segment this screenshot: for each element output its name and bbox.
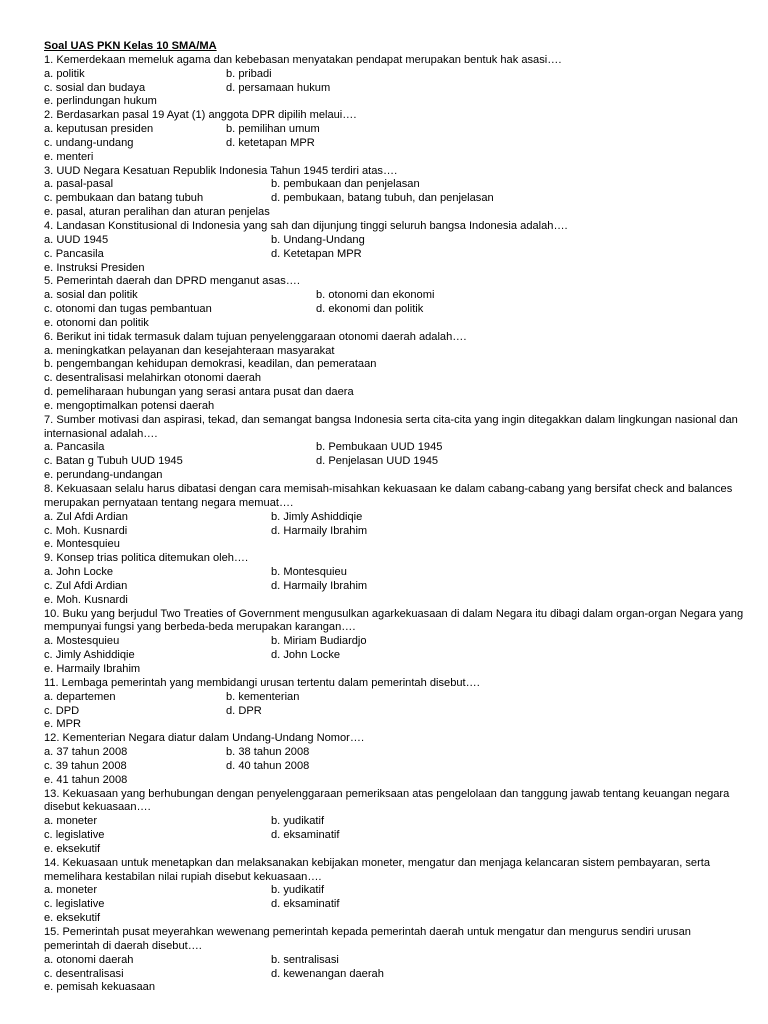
question-7-text: 7. Sumber motivasi dan aspirasi, tekad, dan semangat bangsa Indonesia serta cita-cita yang ingin ditegakkan dalam lingkungan nasional dan internasional adalah….	[44, 413, 738, 440]
question-10-option-a: a. Mostesquieu	[44, 635, 120, 648]
question-3-option-d: d. pembukaan, batang tubuh, dan penjelasan	[271, 192, 494, 205]
question-15-option-d: d. kewenangan daerah	[271, 967, 384, 980]
question-5-option-a: a. sosial dan politik	[44, 289, 138, 302]
question-2-option-a: a. keputusan presiden	[44, 123, 154, 136]
question-12-options-ab	[44, 746, 744, 760]
question-9-option-e: e. Moh. Kusnardi	[44, 593, 128, 606]
question-4-option-c: c. Pancasila	[44, 247, 104, 260]
question-11-options-cd	[44, 705, 744, 719]
question-5-option-e: e. otonomi dan politik	[44, 316, 149, 329]
question-13-option-c: c. legislative	[44, 829, 105, 842]
question-11-option-c: c. DPD	[44, 704, 80, 717]
question-13-option-b: b. yudikatif	[271, 815, 325, 828]
exam-document	[44, 40, 744, 995]
question-7-options-ab	[44, 441, 744, 455]
question-9-option-d: d. Harmaily Ibrahim	[271, 579, 368, 592]
question-4-option-b: b. Undang-Undang	[271, 233, 365, 246]
question-9-option-c: c. Zul Afdi Ardian	[44, 579, 128, 592]
question-1-option-d: d. persamaan hukum	[226, 81, 331, 94]
question-3-option-b: b. pembukaan dan penjelasan	[271, 178, 420, 191]
question-10-option-b: b. Miriam Budiardjo	[271, 635, 367, 648]
question-12-options-cd	[44, 760, 744, 774]
question-4-text: 4. Landasan Konstitusional di Indonesia yang sah dan dijunjung tinggi seluruh bangsa Indonesia adalah….	[44, 219, 568, 232]
question-3-options-ab	[44, 178, 744, 192]
question-11-option-d: d. DPR	[226, 704, 262, 717]
question-4-options-cd	[44, 248, 744, 262]
question-6-option-c: c. desentralisasi melahirkan otonomi daerah	[44, 372, 262, 385]
question-14-option-a: a. moneter	[44, 884, 98, 897]
question-12-text: 12. Kementerian Negara diatur dalam Undang-Undang Nomor….	[44, 732, 365, 745]
question-15-options-cd	[44, 968, 744, 982]
question-2-option-d: d. ketetapan MPR	[226, 136, 315, 149]
question-2-option-c: c. undang-undang	[44, 136, 134, 149]
question-7-option-c: c. Batan g Tubuh UUD 1945	[44, 455, 183, 468]
question-5-option-c: c. otonomi dan tugas pembantuan	[44, 303, 212, 316]
question-13-option-e: e. eksekutif	[44, 842, 101, 855]
question-13-text: 13. Kekuasaan yang berhubungan dengan penyelenggaraan pemeriksaan atas pengelolaan dan tanggung jawab tentang keuangan negara disebut kekuasaan….	[44, 787, 730, 814]
question-15-text: 15. Pemerintah pusat meyerahkan wewenang pemerintah kepada pemerintah daerah untuk mengatur dan mengurus sendiri urusan pemerintah di daerah disebut….	[44, 926, 691, 952]
question-1-options-ab	[44, 68, 744, 82]
question-3-options-cd	[44, 192, 744, 206]
question-10-options-ab	[44, 635, 744, 649]
question-5-options-ab	[44, 289, 744, 303]
question-8-option-b: b. Jimly Ashiddiqie	[271, 510, 363, 523]
question-8-option-a: a. Zul Afdi Ardian	[44, 510, 128, 523]
question-9-options-cd	[44, 580, 744, 594]
question-2-options-cd	[44, 137, 744, 151]
question-8-option-e: e. Montesquieu	[44, 538, 120, 551]
question-10-option-e: e. Harmaily Ibrahim	[44, 662, 141, 675]
question-15-option-a: a. otonomi daerah	[44, 953, 134, 966]
question-14-option-b: b. yudikatif	[271, 884, 325, 897]
question-8-text: 8. Kekuasaan selalu harus dibatasi dengan cara memisah-misahkan kekuasaan ke dalam cabang-cabang yang bersifat check and balances merupakan pernyataan tentang negara memuat….	[44, 483, 733, 509]
question-13-options-cd	[44, 829, 744, 843]
question-13-options-ab	[44, 815, 744, 829]
question-9-option-a: a. John Locke	[44, 566, 114, 579]
question-1-option-e: e. perlindungan hukum	[44, 95, 157, 108]
question-12-option-a: a. 37 tahun 2008	[44, 746, 128, 759]
question-4-option-a: a. UUD 1945	[44, 233, 109, 246]
question-11-text: 11. Lembaga pemerintah yang membidangi urusan tertentu dalam pemerintah disebut….	[44, 676, 480, 689]
question-4-options-ab	[44, 234, 744, 248]
question-7-option-d: d. Penjelasan UUD 1945	[316, 455, 439, 468]
question-2-options-ab	[44, 123, 744, 137]
question-6-text: 6. Berikut ini tidak termasuk dalam tujuan penyelenggaraan otonomi daerah adalah….	[44, 330, 467, 343]
question-15-option-c: c. desentralisasi	[44, 967, 124, 980]
question-14-options-cd	[44, 898, 744, 912]
question-2-text: 2. Berdasarkan pasal 19 Ayat (1) anggota DPR dipilih melaui….	[44, 109, 357, 122]
question-7-option-b: b. Pembukaan UUD 1945	[316, 441, 443, 454]
question-9-option-b: b. Montesquieu	[271, 566, 347, 579]
question-10-text: 10. Buku yang berjudul Two Treaties of Government mengusulkan agarkekuasaan di dalam Negara itu dibagi dalam organ-organ Negara yang mempunyai fungsi yang berbeda-beda merupakan karangan….	[44, 607, 744, 634]
question-14-option-e: e. eksekutif	[44, 912, 101, 925]
question-9-options-ab	[44, 566, 744, 580]
question-4-option-e: e. Instruksi Presiden	[44, 261, 145, 274]
question-1-option-a: a. politik	[44, 67, 85, 80]
question-5-option-d: d. ekonomi dan politik	[316, 303, 424, 316]
question-4-option-d: d. Ketetapan MPR	[271, 247, 362, 260]
question-12-option-b: b. 38 tahun 2008	[226, 746, 310, 759]
question-12-option-e: e. 41 tahun 2008	[44, 773, 128, 786]
question-10-options-cd	[44, 649, 744, 663]
question-14-option-d: d. eksaminatif	[271, 898, 340, 911]
question-2-option-e: e. menteri	[44, 150, 94, 163]
question-11-options-ab	[44, 691, 744, 705]
document-title: Soal UAS PKN Kelas 10 SMA/MA	[44, 40, 217, 52]
question-1-option-c: c. sosial dan budaya	[44, 81, 146, 94]
question-6-option-e: e. mengoptimalkan potensi daerah	[44, 399, 215, 412]
question-1-text: 1. Kemerdekaan memeluk agama dan kebebasan menyatakan pendapat merupakan bentuk hak asasi….	[44, 53, 562, 66]
question-5-options-cd	[44, 303, 744, 317]
question-15-option-b: b. sentralisasi	[271, 953, 339, 966]
question-15-options-ab	[44, 954, 744, 968]
question-7-options-cd	[44, 455, 744, 469]
question-10-option-c: c. Jimly Ashiddiqie	[44, 649, 135, 662]
question-14-text: 14. Kekuasaan untuk menetapkan dan melaksanakan kebijakan moneter, mengatur dan menjaga kelancaran sistem pembayaran, serta memelihara kestabilan nilai rupiah disebut kekuasaan….	[44, 856, 711, 883]
question-1-option-b: b. pribadi	[226, 67, 272, 80]
question-11-option-b: b. kementerian	[226, 690, 300, 703]
question-1-options-cd	[44, 82, 744, 96]
question-11-option-a: a. departemen	[44, 690, 116, 703]
question-10-option-d: d. John Locke	[271, 649, 341, 662]
question-13-option-d: d. eksaminatif	[271, 829, 340, 842]
question-6-option-d: d. pemeliharaan hubungan yang serasi antara pusat dan daera	[44, 386, 354, 399]
question-2-option-b: b. pemilihan umum	[226, 123, 320, 136]
question-8-option-c: c. Moh. Kusnardi	[44, 524, 128, 537]
question-5-option-b: b. otonomi dan ekonomi	[316, 289, 435, 302]
question-8-options-ab	[44, 511, 744, 525]
question-5-text: 5. Pemerintah daerah dan DPRD menganut asas….	[44, 275, 300, 288]
question-9-text: 9. Konsep trias politica ditemukan oleh….	[44, 552, 249, 565]
question-14-options-ab	[44, 884, 744, 898]
question-3-option-e: e. pasal, aturan peralihan dan aturan penjelas	[44, 206, 270, 219]
question-3-option-a: a. pasal-pasal	[44, 178, 114, 191]
question-3-text: 3. UUD Negara Kesatuan Republik Indonesia Tahun 1945 terdiri atas….	[44, 164, 398, 177]
question-11-option-e: e. MPR	[44, 718, 81, 731]
question-7-option-e: e. perundang-undangan	[44, 469, 163, 482]
question-6-option-a: a. meningkatkan pelayanan dan kesejahteraan masyarakat	[44, 344, 335, 357]
question-3-option-c: c. pembukaan dan batang tubuh	[44, 192, 204, 205]
question-8-option-d: d. Harmaily Ibrahim	[271, 524, 368, 537]
question-7-option-a: a. Pancasila	[44, 441, 105, 454]
question-8-options-cd	[44, 525, 744, 539]
question-13-option-a: a. moneter	[44, 815, 98, 828]
question-15-option-e: e. pemisah kekuasaan	[44, 981, 156, 994]
question-6-option-b: b. pengembangan kehidupan demokrasi, keadilan, dan pemerataan	[44, 358, 377, 371]
question-12-option-c: c. 39 tahun 2008	[44, 759, 127, 772]
question-12-option-d: d. 40 tahun 2008	[226, 759, 310, 772]
question-14-option-c: c. legislative	[44, 898, 105, 911]
